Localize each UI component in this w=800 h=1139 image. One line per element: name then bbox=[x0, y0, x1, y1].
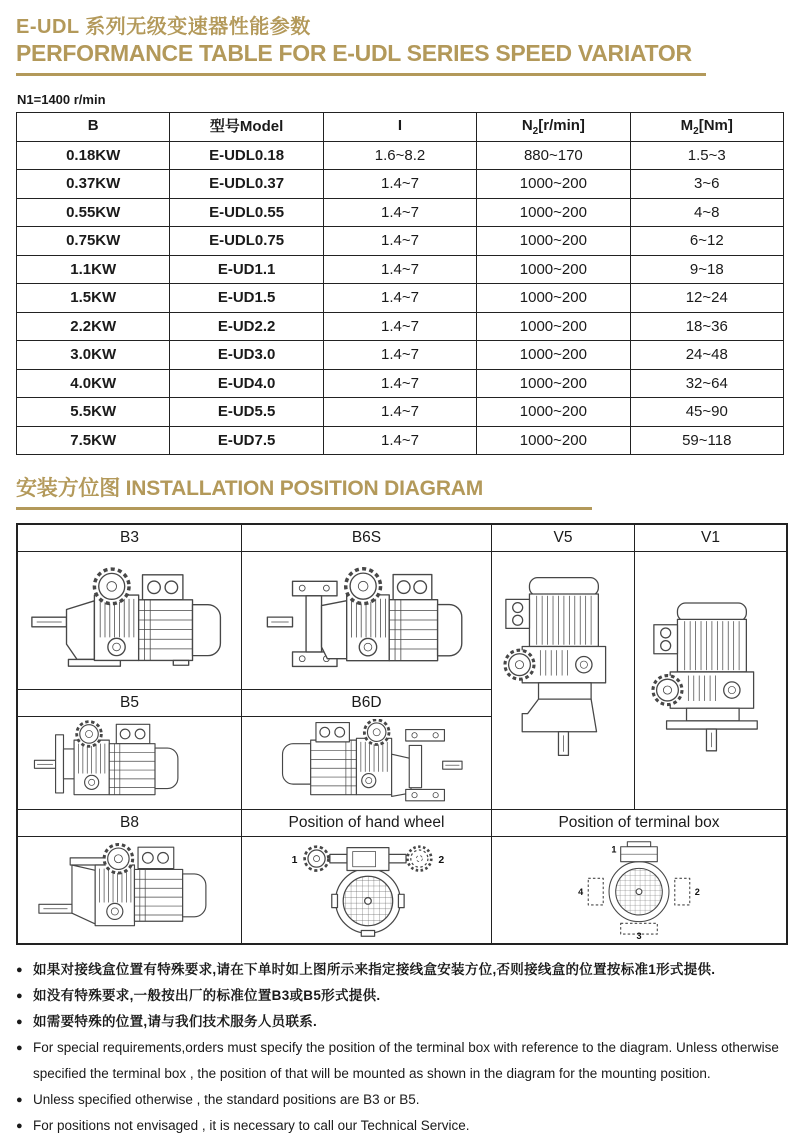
terminal-position-1-label: 1 bbox=[611, 844, 617, 855]
table-cell-ratio: 1.4~7 bbox=[323, 255, 476, 284]
table-cell-output-speed: 1000~200 bbox=[477, 198, 630, 227]
table-cell-torque: 32~64 bbox=[630, 369, 783, 398]
col-header-torque: $M_2[Nm]$ bbox=[630, 113, 783, 142]
performance-table-header bbox=[17, 113, 784, 142]
table-cell-torque: 24~48 bbox=[630, 341, 783, 370]
position-label-b3: B3 bbox=[18, 525, 242, 552]
table-cell-power: 0.18KW bbox=[17, 141, 170, 170]
table-cell-model: E-UD7.5 bbox=[170, 426, 323, 455]
table-row bbox=[17, 141, 784, 170]
hand-wheel-position-diagram bbox=[248, 840, 486, 941]
b6s-gearmotor-diagram bbox=[263, 562, 471, 680]
table-cell-torque: 4~8 bbox=[630, 198, 783, 227]
table-cell-torque: 45~90 bbox=[630, 398, 783, 427]
table-cell-ratio: 1.4~7 bbox=[323, 198, 476, 227]
v5-diagram-cell bbox=[492, 552, 635, 810]
table-cell-ratio: 1.4~7 bbox=[323, 170, 476, 199]
table-cell-power: 4.0KW bbox=[17, 369, 170, 398]
note-item: ● 如需要特殊的位置,请与我们技术服务人员联系. bbox=[16, 1009, 784, 1035]
position-label-terminal-box: Position of terminal box bbox=[492, 810, 786, 837]
col-header-output-speed: $N_2[r/\min]$ bbox=[477, 113, 630, 142]
table-cell-model: E-UDL0.18 bbox=[170, 141, 323, 170]
b6d-diagram-cell bbox=[242, 717, 492, 810]
gold-divider bbox=[16, 73, 706, 76]
terminal-box-position-diagram bbox=[535, 840, 743, 940]
note-item: ● For special requirements,orders must specify the position of the terminal box with reference to the diagram. Unless otherwise specified the terminal box , the position of that will be mounted as shown in the diagram for the mounting position. bbox=[16, 1035, 784, 1087]
page-title-english: PERFORMANCE TABLE FOR E-UDL SERIES SPEED VARIATOR bbox=[16, 40, 692, 66]
table-cell-ratio: 1.4~7 bbox=[323, 227, 476, 256]
table-cell-ratio: 1.4~7 bbox=[323, 369, 476, 398]
terminal-position-3-label: 3 bbox=[636, 931, 642, 940]
position-label-b6d: B6D bbox=[242, 690, 492, 717]
table-cell-output-speed: 1000~200 bbox=[477, 369, 630, 398]
v1-diagram-cell bbox=[635, 552, 786, 810]
table-row bbox=[17, 312, 784, 341]
b3-diagram-cell bbox=[18, 552, 242, 690]
input-speed-note: N1=1400 r/min bbox=[17, 92, 106, 107]
gold-divider-2 bbox=[16, 507, 592, 510]
table-cell-power: 0.55KW bbox=[17, 198, 170, 227]
table-cell-model: E-UDL0.75 bbox=[170, 227, 323, 256]
page-title-chinese: E-UDL 系列无级变速器性能参数 bbox=[16, 16, 311, 38]
terminal-position-4-label: 4 bbox=[578, 886, 584, 897]
position-label-b8: B8 bbox=[18, 810, 242, 837]
table-cell-torque: 9~18 bbox=[630, 255, 783, 284]
table-cell-torque: 3~6 bbox=[630, 170, 783, 199]
table-cell-power: 5.5KW bbox=[17, 398, 170, 427]
table-cell-output-speed: 1000~200 bbox=[477, 255, 630, 284]
table-cell-power: 0.75KW bbox=[17, 227, 170, 256]
table-cell-model: E-UD1.1 bbox=[170, 255, 323, 284]
b5-diagram-cell bbox=[18, 717, 242, 810]
table-cell-output-speed: 880~170 bbox=[477, 141, 630, 170]
b5-gearmotor-diagram bbox=[32, 719, 227, 807]
col-header-power: B bbox=[17, 113, 170, 142]
table-cell-output-speed: 1000~200 bbox=[477, 426, 630, 455]
note-item: ● 如没有特殊要求,一般按出厂的标准位置B3或B5形式提供. bbox=[16, 983, 784, 1009]
b6d-gearmotor-diagram bbox=[262, 719, 472, 807]
b8-diagram-cell bbox=[18, 837, 242, 943]
table-cell-torque: 12~24 bbox=[630, 284, 783, 313]
table-cell-model: E-UD5.5 bbox=[170, 398, 323, 427]
table-cell-ratio: 1.6~8.2 bbox=[323, 141, 476, 170]
b8-gearmotor-diagram bbox=[31, 840, 229, 940]
table-cell-torque: 59~118 bbox=[630, 426, 783, 455]
note-item: ● For positions not envisaged , it is necessary to call our Technical Service. bbox=[16, 1113, 784, 1139]
v5-gearmotor-diagram bbox=[495, 567, 631, 795]
table-cell-model: E-UD3.0 bbox=[170, 341, 323, 370]
table-cell-power: 1.5KW bbox=[17, 284, 170, 313]
col-header-model: 型号Model bbox=[170, 113, 323, 142]
table-cell-power: 7.5KW bbox=[17, 426, 170, 455]
col-header-ratio: I bbox=[323, 113, 476, 142]
table-cell-model: E-UD1.5 bbox=[170, 284, 323, 313]
b6s-diagram-cell bbox=[242, 552, 492, 690]
table-cell-model: E-UD4.0 bbox=[170, 369, 323, 398]
v1-gearmotor-diagram bbox=[643, 567, 779, 795]
table-row bbox=[17, 170, 784, 199]
position-label-v5: V5 bbox=[492, 525, 635, 552]
position-label-hand-wheel: Position of hand wheel bbox=[242, 810, 492, 837]
table-cell-model: E-UDL0.37 bbox=[170, 170, 323, 199]
hand-wheel-diagram-cell bbox=[242, 837, 492, 943]
note-item: ● Unless specified otherwise , the standard positions are B3 or B5. bbox=[16, 1087, 784, 1113]
performance-table-body bbox=[17, 141, 784, 455]
table-cell-torque: 18~36 bbox=[630, 312, 783, 341]
table-cell-ratio: 1.4~7 bbox=[323, 341, 476, 370]
table-row bbox=[17, 284, 784, 313]
table-cell-output-speed: 1000~200 bbox=[477, 398, 630, 427]
terminal-box-diagram-cell bbox=[492, 837, 786, 943]
notes-list bbox=[16, 957, 784, 1139]
table-cell-ratio: 1.4~7 bbox=[323, 426, 476, 455]
table-cell-output-speed: 1000~200 bbox=[477, 227, 630, 256]
note-item: ● 如果对接线盒位置有特殊要求,请在下单时如上图所示来指定接线盒安装方位,否则接线盒的位置按标准1形式提供. bbox=[16, 957, 784, 983]
table-cell-output-speed: 1000~200 bbox=[477, 341, 630, 370]
performance-table bbox=[16, 112, 784, 455]
table-cell-power: 3.0KW bbox=[17, 341, 170, 370]
installation-position-grid bbox=[16, 523, 788, 945]
position-label-v1: V1 bbox=[635, 525, 786, 552]
table-cell-output-speed: 1000~200 bbox=[477, 170, 630, 199]
hand-wheel-position-1-label: 1 bbox=[291, 854, 298, 866]
table-cell-power: 0.37KW bbox=[17, 170, 170, 199]
table-cell-torque: 6~12 bbox=[630, 227, 783, 256]
table-cell-model: E-UDL0.55 bbox=[170, 198, 323, 227]
hand-wheel-position-2-label: 2 bbox=[437, 854, 444, 866]
table-row bbox=[17, 198, 784, 227]
table-cell-output-speed: 1000~200 bbox=[477, 312, 630, 341]
position-label-b5: B5 bbox=[18, 690, 242, 717]
installation-section-title: 安装方位图 INSTALLATION POSITION DIAGRAM bbox=[16, 477, 484, 500]
table-cell-ratio: 1.4~7 bbox=[323, 284, 476, 313]
table-row bbox=[17, 255, 784, 284]
table-row bbox=[17, 426, 784, 455]
position-label-b6s: B6S bbox=[242, 525, 492, 552]
table-cell-output-speed: 1000~200 bbox=[477, 284, 630, 313]
table-row bbox=[17, 398, 784, 427]
table-cell-power: 1.1KW bbox=[17, 255, 170, 284]
table-cell-ratio: 1.4~7 bbox=[323, 398, 476, 427]
table-cell-power: 2.2KW bbox=[17, 312, 170, 341]
table-row bbox=[17, 369, 784, 398]
table-cell-ratio: 1.4~7 bbox=[323, 312, 476, 341]
terminal-position-2-label: 2 bbox=[694, 886, 700, 897]
table-cell-torque: 1.5~3 bbox=[630, 141, 783, 170]
table-header-row bbox=[17, 113, 784, 142]
table-cell-model: E-UD2.2 bbox=[170, 312, 323, 341]
table-row bbox=[17, 341, 784, 370]
b3-gearmotor-diagram bbox=[29, 562, 231, 680]
table-row bbox=[17, 227, 784, 256]
